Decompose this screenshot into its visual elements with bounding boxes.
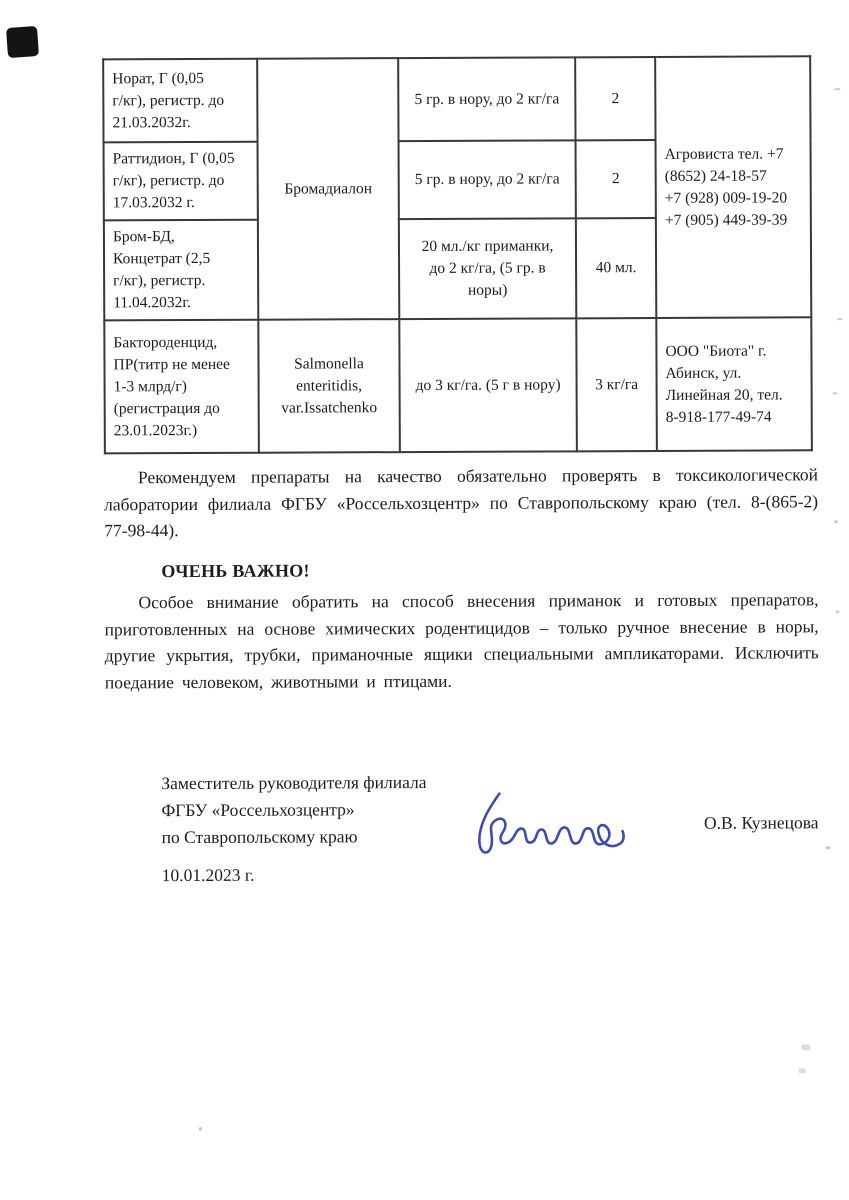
dosage-cell: 5 гр. в нору, до 2 кг/га <box>398 57 575 141</box>
signature-stroke <box>479 793 624 852</box>
supplier-cell: ООО "Биота" г. Абинск, ул. Линейная 20, тел. 8-918-177-49-74 <box>656 317 812 451</box>
table-row <box>104 317 812 453</box>
product-cell: Бактороденцид, ПР(титр не менее 1-3 млрд/г) (регистрация до 23.01.2023г.) <box>104 320 259 454</box>
table-row <box>103 56 810 142</box>
product-cell: Раттидион, Г (0,05 г/кг), регистр. до 17.03.2032 г. <box>104 142 258 221</box>
recommendation-paragraph: Рекомендуем препараты на качество обязательно проверять в токсикологической лаборатории филиала ФГБУ «Россельхозцентр» по Ставропольскому краю (тел. 8-(865-2) 77-98-44). <box>104 464 819 541</box>
supplier-cell: Агровиста тел. +7 (8652) 24-18-57 +7 (928) 009-19-20 +7 (905) 449-39-39 <box>655 56 811 318</box>
quantity-cell: 2 <box>576 140 656 218</box>
quantity-cell: 40 мл. <box>576 218 656 318</box>
scan-speck <box>801 1044 810 1050</box>
product-cell: Бром-БД, Концетрат (2,5 г/кг), регистр. 11.04.2032г. <box>104 220 258 321</box>
important-paragraph: Особое внимание обратить на способ внесения приманок и готовых препаратов, приготовленных на основе химических родентицидов – только ручное внесение в норы, другие укрытия, трубки, приманочные ящики специальными ампликаторами. Исключить поедание человеком, животными и птицами. <box>104 589 819 692</box>
scan-speck <box>833 392 838 394</box>
scan-speck <box>837 318 842 320</box>
product-cell: Норат, Г (0,05 г/кг), регистр. до 21.03.2032г. <box>103 59 257 143</box>
document-date: 10.01.2023 г. <box>161 864 255 886</box>
scan-speck <box>799 1068 806 1073</box>
dosage-cell: 20 мл./кг приманки, до 2 кг/га, (5 гр. в норы) <box>399 218 576 319</box>
scan-speck <box>199 1127 202 1131</box>
scan-speck <box>834 520 838 523</box>
dosage-cell: до 3 кг/га. (5 г в нору) <box>399 318 577 452</box>
scan-speck <box>836 610 840 613</box>
quantity-cell: 3 кг/га <box>576 318 657 451</box>
rodenticide-products-table <box>102 55 813 454</box>
active-ingredient-cell: Бромадиалон <box>257 58 399 320</box>
signatory-name: О.В. Кузнецова <box>703 812 819 833</box>
handwritten-signature <box>469 787 629 873</box>
signatory-position: Заместитель руководителя филиала ФГБУ «Россельхозцентр» по Ставропольскому краю <box>161 771 427 848</box>
dosage-cell: 5 гр. в нору, до 2 кг/га <box>399 140 576 219</box>
scan-speck <box>834 88 840 90</box>
important-heading: ОЧЕНЬ ВАЖНО! <box>161 560 310 582</box>
active-ingredient-cell: Salmonella enteritidis, var.Issatchenko <box>258 319 400 453</box>
scan-speck <box>826 846 831 849</box>
quantity-cell: 2 <box>575 57 655 140</box>
